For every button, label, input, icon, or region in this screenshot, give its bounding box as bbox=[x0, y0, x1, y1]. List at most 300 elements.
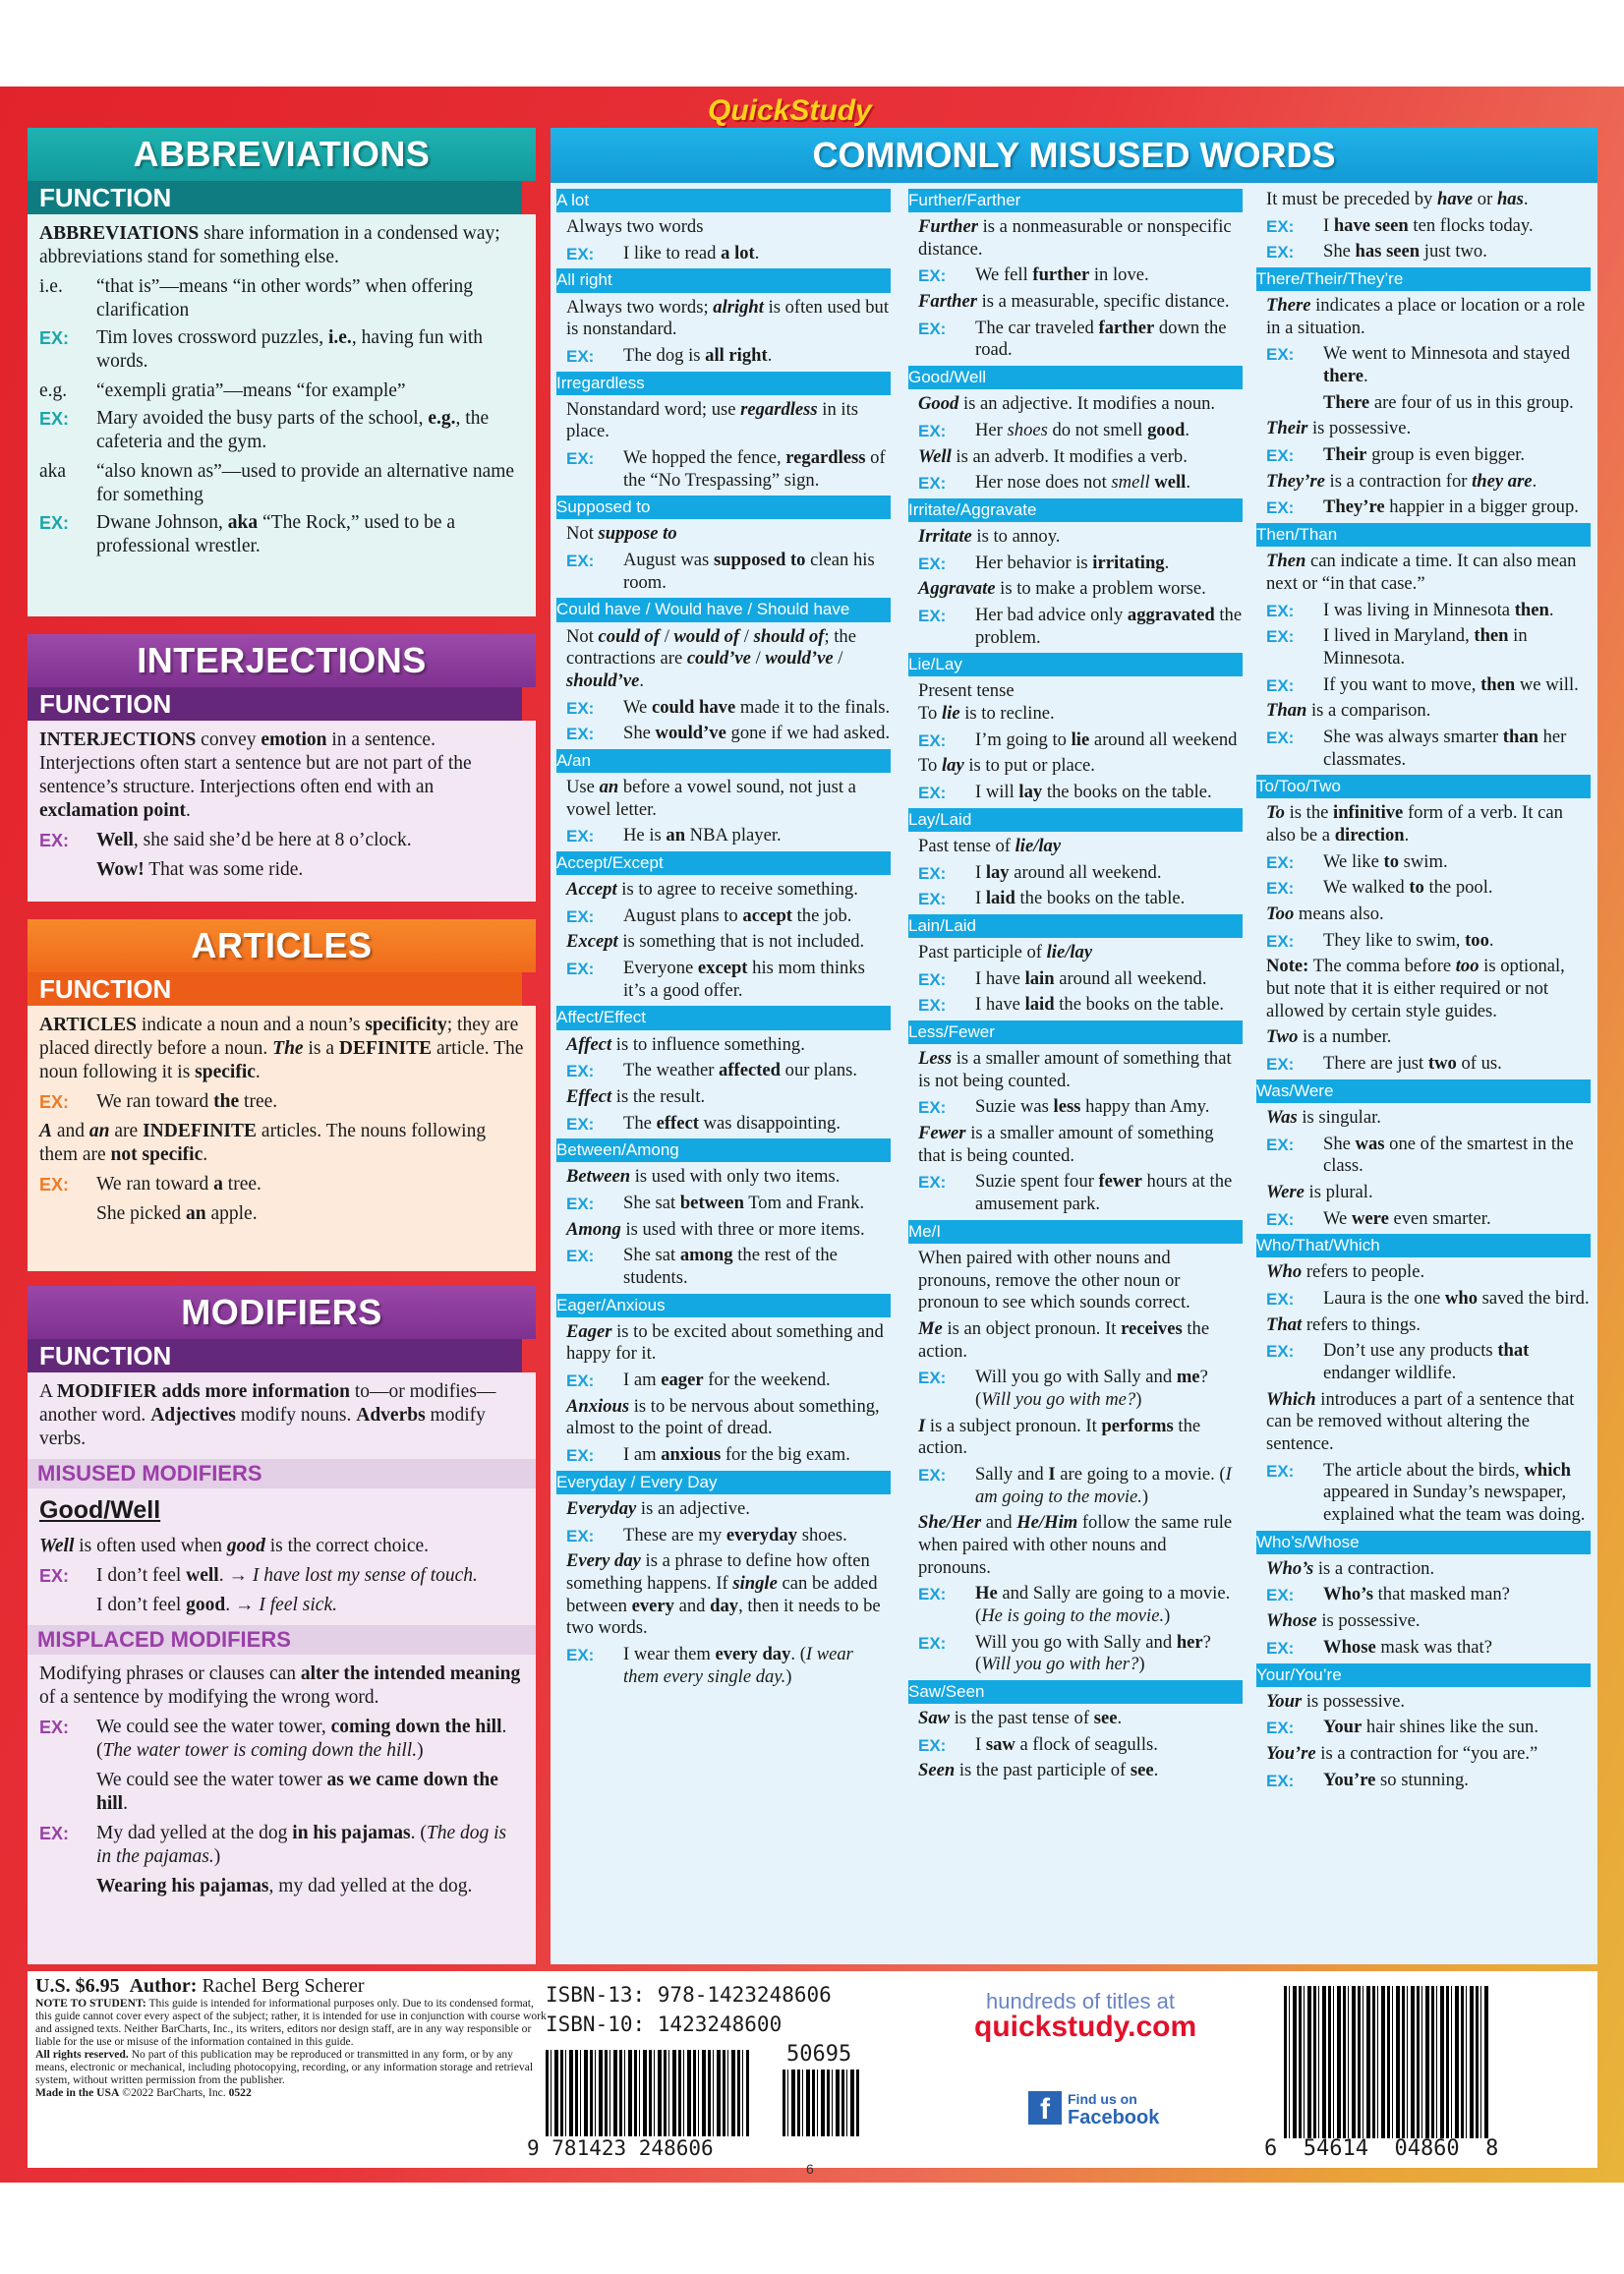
example-text: I will lay the books on the table. bbox=[975, 782, 1212, 803]
legal-text bbox=[35, 1975, 547, 2099]
interjections-section bbox=[28, 634, 536, 902]
text-paragraph: ARTICLES indicate a noun and a noun’s specificity; they are placed directly before a noun. The is a DEFINITE article. The noun following it is specific. bbox=[39, 1015, 524, 1082]
misused-column-2 bbox=[908, 187, 1243, 1956]
example-text: There are just two of us. bbox=[1323, 1053, 1502, 1075]
example bbox=[556, 447, 891, 492]
example-text: She was always smarter than her classmates. bbox=[1323, 726, 1567, 770]
abbreviation-definition: “that is”—means “in other words” when offering clarification bbox=[96, 275, 474, 321]
example-text: Her shoes do not smell good. bbox=[975, 419, 1189, 440]
example-label: EX: bbox=[1266, 852, 1295, 872]
example-text: We went to Minnesota and stayed there. bbox=[1323, 343, 1571, 387]
text-paragraph: Whose is possessive. bbox=[1266, 1610, 1421, 1632]
text-paragraph: Good is an adjective. It modifies a noun. bbox=[918, 393, 1216, 415]
example-label: EX: bbox=[1266, 345, 1295, 365]
example-text: I have laid the books on the table. bbox=[975, 994, 1225, 1016]
example-text: Well, she said she’d be here at 8 o’clock. bbox=[96, 829, 412, 850]
text-paragraph: To is the infinitive form of a verb. It can also be a direction. bbox=[1266, 802, 1563, 846]
example-label: EX: bbox=[918, 969, 947, 989]
example-label: EX: bbox=[566, 552, 595, 571]
example-label: EX: bbox=[566, 1371, 595, 1391]
example bbox=[908, 264, 1243, 287]
text-paragraph: Not could of / would of / should of; the contractions are could’ve / would’ve / should’ve. bbox=[566, 625, 856, 691]
example bbox=[556, 723, 891, 745]
example-continuation: Wow! That was some ride. bbox=[96, 858, 304, 880]
example-text: Her nose does not smell well. bbox=[975, 472, 1190, 494]
example bbox=[1256, 1637, 1591, 1660]
example-label: EX: bbox=[918, 474, 947, 494]
example-label: EX: bbox=[918, 1465, 947, 1485]
example-label: EX: bbox=[918, 1098, 947, 1118]
subsection-heading: MISPLACED MODIFIERS bbox=[28, 1625, 536, 1655]
example-text: I have lain around all weekend. bbox=[975, 967, 1207, 989]
word-heading: Further/Farther bbox=[908, 189, 1243, 212]
word-heading: Lie/Lay bbox=[908, 653, 1243, 676]
word-heading: All right bbox=[556, 268, 891, 292]
text-paragraph: Between is used with only two items. bbox=[566, 1166, 841, 1188]
example-label: EX: bbox=[1266, 1209, 1295, 1229]
example-continuation: We could see the water tower as we came down the hill. bbox=[96, 1769, 498, 1814]
example bbox=[1256, 930, 1591, 953]
misused-column-1 bbox=[556, 187, 891, 1956]
text-paragraph: Then can indicate a time. It can also mean next or “in that case.” bbox=[1266, 551, 1577, 594]
example bbox=[1256, 1340, 1591, 1384]
copyright: ©2022 BarCharts, Inc. bbox=[122, 2086, 226, 2100]
example bbox=[39, 1716, 524, 1763]
example-label: EX: bbox=[566, 906, 595, 926]
example-text: She has seen just two. bbox=[1323, 241, 1487, 262]
example-text: Suzie was less happy than Amy. bbox=[975, 1096, 1210, 1118]
abbreviation-term: aka bbox=[39, 460, 67, 482]
example bbox=[556, 1060, 891, 1082]
word-heading: Then/Than bbox=[1256, 523, 1591, 547]
example bbox=[39, 1822, 524, 1869]
example-label: EX: bbox=[918, 421, 947, 440]
example-label: EX: bbox=[1266, 931, 1295, 951]
example bbox=[908, 888, 1243, 910]
example-label: EX: bbox=[39, 327, 70, 348]
example-text: We hopped the fence, regardless of the “No Trespassing” sign. bbox=[623, 446, 886, 491]
text-paragraph: I is a subject pronoun. It performs the action. bbox=[918, 1415, 1201, 1459]
example-text: These are my everyday shoes. bbox=[623, 1524, 847, 1545]
example-text: If you want to move, then we will. bbox=[1323, 673, 1579, 695]
text-paragraph: Two is a number. bbox=[1266, 1026, 1392, 1048]
example-label: EX: bbox=[1266, 498, 1295, 518]
example bbox=[1256, 674, 1591, 697]
edition-code: 0522 bbox=[228, 2086, 252, 2100]
misused-words-panel bbox=[551, 183, 1597, 1964]
example-label: EX: bbox=[1266, 446, 1295, 466]
text-paragraph: Always two words bbox=[566, 216, 704, 238]
example bbox=[1256, 496, 1591, 519]
example bbox=[39, 1090, 524, 1114]
abbreviation-definition: “exempli gratia”—means “for example” bbox=[96, 379, 406, 401]
facebook-icon[interactable]: f bbox=[1028, 2091, 1062, 2125]
example bbox=[908, 1367, 1243, 1411]
example bbox=[556, 1644, 891, 1688]
example-label: EX: bbox=[566, 346, 595, 366]
example bbox=[908, 605, 1243, 649]
text-paragraph: Accept is to agree to receive something. bbox=[566, 879, 858, 901]
example-label: EX: bbox=[566, 1247, 595, 1266]
example-text: She sat between Tom and Frank. bbox=[623, 1193, 865, 1213]
word-heading: Who/That/Which bbox=[1256, 1234, 1591, 1257]
example-text: I am eager for the weekend. bbox=[623, 1370, 831, 1391]
text-paragraph: Was is singular. bbox=[1266, 1106, 1381, 1128]
word-heading: Supposed to bbox=[556, 496, 891, 519]
example-text: Their group is even bigger. bbox=[1323, 444, 1526, 466]
text-paragraph: Eager is to be excited about something and happy for it. bbox=[566, 1320, 884, 1365]
example-label: EX: bbox=[39, 1091, 70, 1112]
example bbox=[1256, 1584, 1591, 1606]
example-label: EX: bbox=[1266, 243, 1295, 262]
section-body bbox=[28, 1006, 536, 1271]
example-label: EX: bbox=[566, 960, 595, 979]
example bbox=[556, 1193, 891, 1215]
example bbox=[556, 1444, 891, 1467]
example-text: You’re so stunning. bbox=[1323, 1769, 1469, 1790]
example-text: We walked to the pool. bbox=[1323, 877, 1493, 899]
text-paragraph: INTERJECTIONS convey emotion in a sentence. Interjections often start a sentence but are not part of the sentence’s structure. Interjections often end with an exclamation point. bbox=[39, 729, 472, 821]
example-text: The effect was disappointing. bbox=[623, 1112, 841, 1134]
example-text: Will you go with Sally and her? (Will you go with her?) bbox=[975, 1631, 1211, 1675]
example-label: EX: bbox=[1266, 1771, 1295, 1790]
example-text: Her bad advice only aggravated the problem. bbox=[975, 605, 1243, 648]
example-text: Whose mask was that? bbox=[1323, 1636, 1492, 1658]
example-label: EX: bbox=[1266, 1719, 1295, 1738]
text-paragraph: Your is possessive. bbox=[1266, 1690, 1406, 1712]
text-paragraph: They’re is a contraction for they are. bbox=[1266, 470, 1537, 492]
example-text: Her behavior is irritating. bbox=[975, 552, 1170, 573]
word-heading: Who’s/Whose bbox=[1256, 1531, 1591, 1554]
example bbox=[1256, 625, 1591, 670]
example-label: EX: bbox=[918, 890, 947, 909]
example bbox=[39, 829, 524, 852]
example-text: We could have made it to the finals. bbox=[623, 696, 891, 718]
text-paragraph: Past tense of lie/lay bbox=[918, 835, 1062, 856]
example bbox=[1256, 1208, 1591, 1231]
example bbox=[556, 825, 891, 847]
text-paragraph: Which introduces a part of a sentence that can be removed without altering the sentence. bbox=[1266, 1388, 1575, 1455]
misused-column-3 bbox=[1256, 187, 1591, 1956]
example-text: The dog is all right. bbox=[623, 344, 773, 366]
rights-label: All rights reserved. bbox=[35, 2048, 129, 2062]
author: Rachel Berg Scherer bbox=[202, 1975, 365, 1997]
text-paragraph: Well is often used when good is the correct choice. bbox=[39, 1535, 430, 1556]
example-text: The article about the birds, which appeared in Sunday’s newspaper, explained what the team was doing. bbox=[1323, 1459, 1586, 1526]
example-text: Who’s that masked man? bbox=[1323, 1584, 1510, 1605]
text-paragraph: Their is possessive. bbox=[1266, 418, 1412, 439]
author-label: Author: bbox=[129, 1975, 198, 1997]
example-label: EX: bbox=[39, 830, 70, 850]
note-text: This guide is intended for informational purposes only. Due to its condensed format, this guide cannot cover every aspect of the subject; rather, it is intended for use in conjunction with course work and assigned texts. Neither BarCharts, Inc., its writers, editors nor design staff, are in any way responsible or liable for the use or misuse of the information contained in this guide. bbox=[35, 1997, 547, 2049]
word-heading: Accept/Except bbox=[556, 851, 891, 875]
example bbox=[1256, 600, 1591, 622]
function-bar: FUNCTION bbox=[28, 687, 522, 721]
isbn-13: ISBN-13: 978-1423248606 bbox=[546, 1983, 832, 2007]
website-link[interactable]: quickstudy.com bbox=[974, 2011, 1197, 2043]
section-title: ARTICLES bbox=[28, 919, 536, 972]
text-paragraph: You’re is a contraction for “you are.” bbox=[1266, 1742, 1538, 1764]
example-text: My dad yelled at the dog in his pajamas. (The dog is in the pajamas.) bbox=[96, 1822, 507, 1867]
page-number: 6 bbox=[806, 2161, 814, 2177]
example-label: EX: bbox=[566, 698, 595, 718]
example-label: EX: bbox=[1266, 1586, 1295, 1605]
misused-words-title: COMMONLY MISUSED WORDS bbox=[551, 128, 1597, 183]
example-label: EX: bbox=[39, 1717, 70, 1737]
example-text: They’re happier in a bigger group. bbox=[1323, 496, 1579, 518]
example-text: The car traveled farther down the road. bbox=[975, 317, 1227, 361]
example-label: EX: bbox=[566, 244, 595, 263]
example bbox=[908, 782, 1243, 804]
example-label: EX: bbox=[566, 827, 595, 846]
example bbox=[908, 472, 1243, 495]
example bbox=[908, 1734, 1243, 1757]
example bbox=[1256, 1053, 1591, 1076]
example bbox=[908, 1096, 1243, 1119]
example-label: EX: bbox=[1266, 216, 1295, 236]
example-text: We like to swim. bbox=[1323, 850, 1448, 872]
text-paragraph: It must be preceded by have or has. bbox=[1266, 189, 1529, 209]
example-continuation: I don’t feel good. → I feel sick. bbox=[96, 1594, 337, 1615]
example-label: EX: bbox=[566, 1526, 595, 1545]
example-text: The weather affected our plans. bbox=[623, 1060, 858, 1081]
section-title: INTERJECTIONS bbox=[28, 634, 536, 687]
text-paragraph: She/Her and He/Him follow the same rule when paired with other nouns and pronouns. bbox=[918, 1512, 1233, 1578]
example-label: EX: bbox=[918, 730, 947, 750]
text-paragraph: Irritate is to annoy. bbox=[918, 526, 1061, 547]
text-paragraph: Past participle of lie/lay bbox=[918, 942, 1093, 963]
example-text: Laura is the one who saved the bird. bbox=[1323, 1288, 1590, 1309]
example-text: They like to swim, too. bbox=[1323, 929, 1494, 951]
text-paragraph: Well is an adverb. It modifies a verb. bbox=[918, 445, 1188, 467]
example-text: She would’ve gone if we had asked. bbox=[623, 723, 891, 744]
example bbox=[556, 345, 891, 368]
example-label: EX: bbox=[1266, 601, 1295, 620]
example-label: EX: bbox=[1266, 728, 1295, 747]
example-text: Everyone except his mom thinks it’s a good offer. bbox=[623, 958, 865, 1001]
example bbox=[908, 1583, 1243, 1627]
text-paragraph: Less is a smaller amount of something that is not being counted. bbox=[918, 1048, 1232, 1091]
find-us-label: Find us on bbox=[1068, 2091, 1137, 2107]
example-label: EX: bbox=[918, 319, 947, 338]
example bbox=[908, 420, 1243, 442]
example-text: August plans to accept the job. bbox=[623, 904, 852, 926]
example-text: Will you go with Sally and me? (Will you go with me?) bbox=[975, 1367, 1208, 1410]
word-heading: Lay/Laid bbox=[908, 808, 1243, 832]
example-text: Your hair shines like the sun. bbox=[1323, 1717, 1538, 1738]
word-heading: A/an bbox=[556, 749, 891, 773]
example-text: I lay around all weekend. bbox=[975, 861, 1162, 883]
section-title: ABBREVIATIONS bbox=[28, 128, 536, 181]
isbn-barcode bbox=[546, 2050, 749, 2136]
example-label: EX: bbox=[918, 266, 947, 286]
example-text: He and Sally are going to a movie. (He is going to the movie.) bbox=[975, 1583, 1231, 1626]
abbreviations-section bbox=[28, 128, 536, 616]
text-paragraph: Were is plural. bbox=[1266, 1181, 1373, 1202]
example-text: I was living in Minnesota then. bbox=[1323, 599, 1554, 620]
word-heading: Less/Fewer bbox=[908, 1020, 1243, 1044]
example-label: EX: bbox=[1266, 1461, 1295, 1481]
example-label: EX: bbox=[566, 1645, 595, 1664]
example-label: EX: bbox=[566, 1062, 595, 1081]
example bbox=[1256, 1288, 1591, 1311]
text-paragraph: ABBREVIATIONS share information in a condensed way; abbreviations stand for something else. bbox=[39, 223, 500, 267]
example-label: EX: bbox=[39, 408, 70, 429]
function-bar: FUNCTION bbox=[28, 972, 522, 1006]
example bbox=[556, 1113, 891, 1136]
example-text: I don’t feel well. → I have lost my sense of touch. bbox=[96, 1564, 478, 1586]
example-text: I lived in Maryland, then in Minnesota. bbox=[1323, 625, 1528, 669]
text-paragraph: Seen is the past participle of see. bbox=[918, 1760, 1159, 1781]
example bbox=[39, 511, 524, 558]
text-paragraph: There indicates a place or location or a role in a situation. bbox=[1266, 295, 1586, 338]
example-text: Don’t use any products that endanger wildlife. bbox=[1323, 1340, 1530, 1384]
text-paragraph: Who’s is a contraction. bbox=[1266, 1557, 1435, 1579]
example-label: EX: bbox=[918, 1369, 947, 1388]
example-text: Suzie spent four fewer hours at the amusement park. bbox=[975, 1171, 1233, 1215]
example bbox=[1256, 877, 1591, 900]
word-heading: Everyday / Every Day bbox=[556, 1471, 891, 1494]
example-text: He is an NBA player. bbox=[623, 825, 782, 846]
text-paragraph: Except is something that is not included. bbox=[566, 931, 865, 953]
example bbox=[39, 407, 524, 454]
example-label: EX: bbox=[918, 784, 947, 803]
text-paragraph: Too means also. bbox=[1266, 904, 1384, 925]
abbreviation-term: e.g. bbox=[39, 379, 68, 401]
example-label: EX: bbox=[39, 512, 70, 533]
example-label: EX: bbox=[918, 1585, 947, 1604]
example-label: EX: bbox=[918, 1633, 947, 1653]
word-heading: Was/Were bbox=[1256, 1079, 1591, 1103]
text-paragraph: Always two words; alright is often used but is nonstandard. bbox=[566, 296, 889, 340]
example-text: We could see the water tower, coming down the hill. (The water tower is coming down the hill.) bbox=[96, 1716, 507, 1761]
word-heading: Lain/Laid bbox=[908, 914, 1243, 938]
example bbox=[556, 550, 891, 594]
text-paragraph: A and an are INDEFINITE articles. The nouns following them are not specific. bbox=[39, 1120, 487, 1165]
text-paragraph: When paired with other nouns and pronouns, remove the other noun or pronoun to see which sounds correct. bbox=[918, 1247, 1190, 1313]
example-text: We were even smarter. bbox=[1323, 1207, 1491, 1229]
word-heading: Your/You’re bbox=[1256, 1663, 1591, 1687]
text-paragraph: Every day is a phrase to define how often something happens. If single can be added between every and day, then it needs to be two words. bbox=[566, 1550, 881, 1639]
articles-section bbox=[28, 919, 536, 1271]
example-text: I’m going to lie around all weekend bbox=[975, 729, 1238, 750]
example-label: EX: bbox=[39, 1565, 70, 1586]
text-paragraph: Modifying phrases or clauses can alter the intended meaning of a sentence by modifying the wrong word. bbox=[39, 1662, 521, 1708]
rights-text: No part of this publication may be reproduced or transmitted in any form, or by any means, electronic or mechanical, including photocopying, recording, or any information storage and retrieval system, without written permission from the publisher. bbox=[35, 2048, 534, 2087]
example-text: We fell further in love. bbox=[975, 264, 1149, 286]
word-heading: Could have / Would have / Should have bbox=[556, 598, 891, 621]
note-label: NOTE TO STUDENT: bbox=[35, 1997, 146, 2011]
upc-digits: 6 54614 04860 8 bbox=[1264, 2136, 1499, 2161]
function-bar: FUNCTION bbox=[28, 1339, 522, 1372]
example bbox=[908, 318, 1243, 362]
example-label: EX: bbox=[918, 1173, 947, 1193]
footer bbox=[28, 1971, 1597, 2168]
example-label: EX: bbox=[1266, 1342, 1295, 1362]
example bbox=[908, 1171, 1243, 1215]
example-text: Sally and I are going to a movie. (I am going to the movie.) bbox=[975, 1463, 1232, 1507]
example-label: EX: bbox=[39, 1174, 70, 1195]
subsection-heading: MISUSED MODIFIERS bbox=[28, 1459, 536, 1488]
text-paragraph: Anxious is to be nervous about something, almost to the point of dread. bbox=[566, 1395, 880, 1439]
text-paragraph: Not suppose to bbox=[566, 523, 677, 545]
example bbox=[908, 968, 1243, 991]
abbreviation-definition: “also known as”—used to provide an alternative name for something bbox=[96, 460, 515, 505]
example bbox=[1256, 1134, 1591, 1178]
abbreviation-entry bbox=[39, 275, 524, 322]
example-label: EX: bbox=[1266, 1135, 1295, 1154]
example-label: EX: bbox=[1266, 1290, 1295, 1309]
text-paragraph: Fewer is a smaller amount of something that is being counted. bbox=[918, 1123, 1214, 1166]
example bbox=[1256, 1717, 1591, 1739]
abbreviation-term: i.e. bbox=[39, 275, 63, 297]
example-text: I saw a flock of seagulls. bbox=[975, 1733, 1158, 1755]
example-text: Mary avoided the busy parts of the school, e.g., the cafeteria and the gym. bbox=[96, 407, 490, 452]
example bbox=[556, 697, 891, 720]
example bbox=[556, 243, 891, 265]
word-heading: Me/I bbox=[908, 1220, 1243, 1244]
example-label: EX: bbox=[918, 996, 947, 1016]
example-label: EX: bbox=[1266, 627, 1295, 647]
example-text: I am anxious for the big exam. bbox=[623, 1444, 850, 1466]
text-paragraph: Use an before a vowel sound, not just a vowel letter. bbox=[566, 776, 856, 820]
example bbox=[908, 1464, 1243, 1508]
word-heading: Eager/Anxious bbox=[556, 1294, 891, 1317]
example-text: She sat among the rest of the students. bbox=[623, 1245, 838, 1289]
quickstudy-logo: QuickStudy bbox=[708, 94, 872, 127]
example-text: We ran toward the tree. bbox=[96, 1090, 278, 1112]
example bbox=[39, 1173, 524, 1196]
text-paragraph: To lay is to put or place. bbox=[918, 755, 1095, 777]
example-text: We ran toward a tree. bbox=[96, 1173, 261, 1195]
text-paragraph: A MODIFIER adds more information to—or modifies—another word. Adjectives modify nouns. Adverbs modify verbs. bbox=[39, 1381, 496, 1449]
example bbox=[39, 1564, 524, 1588]
word-heading: There/Their/They’re bbox=[1256, 267, 1591, 291]
example bbox=[908, 553, 1243, 575]
text-paragraph: Among is used with three or more items. bbox=[566, 1218, 865, 1240]
example-label: EX: bbox=[918, 863, 947, 883]
example bbox=[1256, 241, 1591, 263]
word-heading: Affect/Effect bbox=[556, 1006, 891, 1029]
example bbox=[1256, 851, 1591, 874]
section-body bbox=[28, 1372, 536, 1964]
price-barcode bbox=[783, 2070, 861, 2136]
example bbox=[1256, 215, 1591, 238]
example-label: EX: bbox=[918, 1735, 947, 1755]
text-paragraph: Nonstandard word; use regardless in its place. bbox=[566, 398, 858, 442]
facebook-link[interactable] bbox=[1068, 2091, 1159, 2129]
example bbox=[1256, 444, 1591, 467]
text-paragraph: Saw is the past tense of see. bbox=[918, 1708, 1123, 1729]
example-text: Tim loves crossword puzzles, i.e., having fun with words. bbox=[96, 326, 484, 372]
example bbox=[1256, 343, 1591, 387]
example-text: I laid the books on the table. bbox=[975, 888, 1186, 909]
example-label: EX: bbox=[39, 1823, 70, 1843]
text-paragraph: Present tense To lie is to recline. bbox=[918, 680, 1055, 725]
example bbox=[556, 1525, 891, 1547]
example bbox=[1256, 1460, 1591, 1527]
word-heading: Good/Well bbox=[908, 366, 1243, 389]
example bbox=[39, 326, 524, 374]
example bbox=[908, 862, 1243, 885]
facebook-label: Facebook bbox=[1068, 2107, 1160, 2128]
word-heading: Saw/Seen bbox=[908, 1680, 1243, 1704]
example-continuation: There are four of us in this group. bbox=[1323, 391, 1574, 413]
text-paragraph: Note: The comma before too is optional, but note that it is either required or not allowed by certain style guides. bbox=[1266, 956, 1565, 1021]
isbn-10: ISBN-10: 1423248600 bbox=[546, 2012, 783, 2036]
example-label: EX: bbox=[566, 1446, 595, 1466]
section-title: MODIFIERS bbox=[28, 1286, 536, 1339]
